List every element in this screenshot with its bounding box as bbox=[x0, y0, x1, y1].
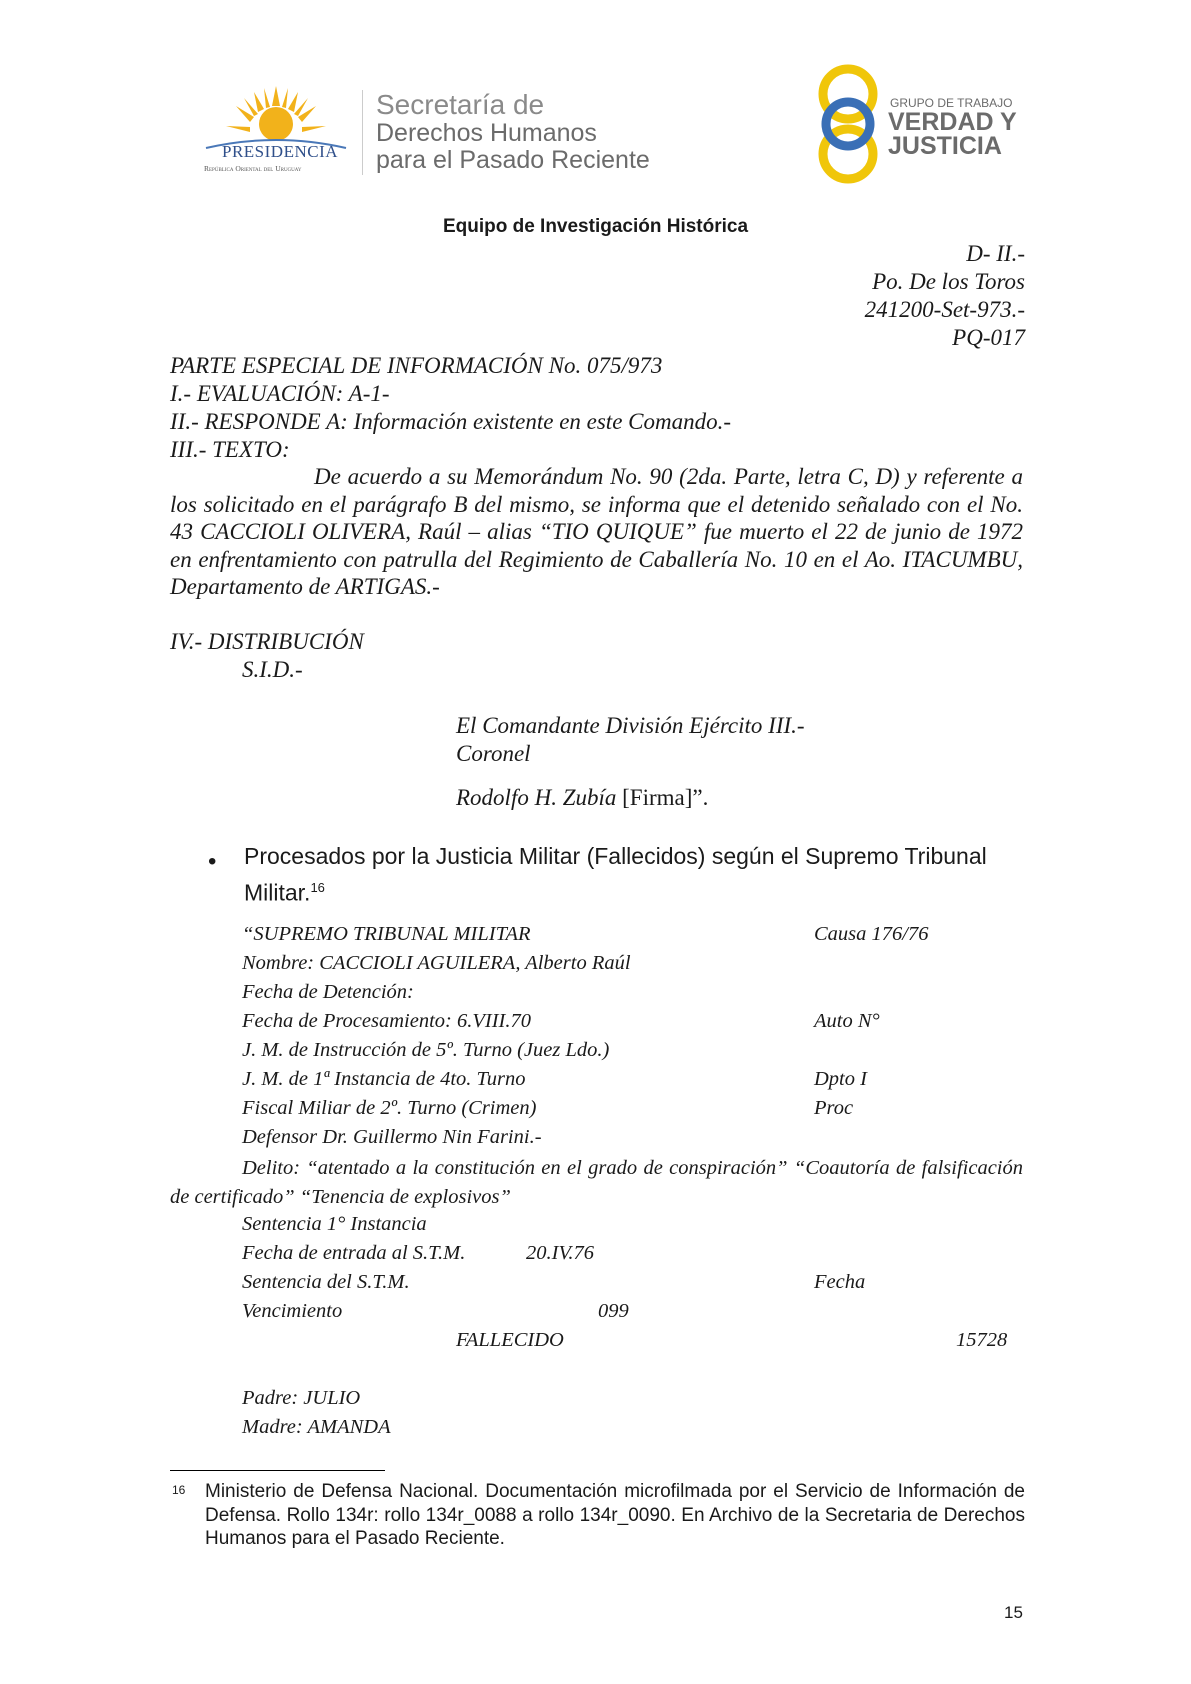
ref-line: 241200-Set-973.- bbox=[864, 297, 1025, 322]
record-fecha-entrada-value: 20.IV.76 bbox=[526, 1242, 594, 1264]
footnote-number: 16 bbox=[172, 1483, 186, 1497]
grupo-line-2: VERDAD Y bbox=[888, 108, 1017, 136]
record-vencimiento-value: 099 bbox=[598, 1300, 629, 1322]
record-fecha-procesamiento: Fecha de Procesamiento: 6.VIII.70 bbox=[242, 1010, 531, 1032]
record-number: 15728 bbox=[956, 1329, 1008, 1351]
record-jm-instancia: J. M. de 1ª Instancia de 4to. Turno bbox=[242, 1068, 526, 1090]
sid: S.I.D.- bbox=[242, 657, 303, 682]
logo-divider bbox=[362, 90, 363, 175]
record-title: “SUPREMO TRIBUNAL MILITAR bbox=[242, 923, 531, 945]
bullet-dot: • bbox=[208, 848, 217, 875]
ref-line: Po. De los Toros bbox=[872, 269, 1025, 294]
record-madre: Madre: AMANDA bbox=[242, 1416, 391, 1438]
parte-title: PARTE ESPECIAL DE INFORMACIÓN No. 075/973 bbox=[170, 353, 663, 378]
texto-body bbox=[170, 463, 1023, 601]
secretaria-line-3: para el Pasado Reciente bbox=[376, 146, 650, 174]
presidencia-logo bbox=[196, 82, 356, 177]
signature-firma: [Firma]”. bbox=[616, 785, 709, 810]
record-padre: Padre: JULIO bbox=[242, 1387, 361, 1409]
bullet-text-body: Procesados por la Justicia Militar (Fallecidos) según el Supremo Tribunal Militar. bbox=[244, 843, 987, 906]
texto-body-text: De acuerdo a su Memorándum No. 90 (2da. Parte, letra C, D) y referente a los solicitado en el parágrafo B del mismo, se informa que el detenido señalado con el No. 43 CACCIOLI OLIVERA, Raúl – alias “TIO QUIQUE” fue muerto el 22 de junio de 1972 en enfrentamiento con patrulla del Regimiento de Caballería No. 10 en el Ao. ITACUMBU, Departamento de ARTIGAS.- bbox=[170, 464, 1023, 599]
reference-block bbox=[865, 240, 1025, 352]
record-fiscal: Fiscal Miliar de 2º. Turno (Crimen) bbox=[242, 1097, 537, 1119]
responde: II.- RESPONDE A: Información existente en este Comando.- bbox=[170, 409, 732, 434]
record-auto: Auto N° bbox=[814, 1010, 880, 1032]
verdad-justicia-logo bbox=[812, 62, 1022, 187]
signature-title: El Comandante División Ejército III.- bbox=[456, 713, 805, 738]
record-fecha: Fecha bbox=[814, 1271, 866, 1293]
grupo-line-1: GRUPO DE TRABAJO bbox=[890, 96, 1013, 110]
doc-title: Equipo de Investigación Histórica bbox=[442, 216, 749, 237]
record-sentencia1: Sentencia 1° Instancia bbox=[242, 1213, 427, 1235]
record-proc: Proc bbox=[814, 1097, 854, 1119]
record-fallecido: FALLECIDO bbox=[456, 1329, 564, 1351]
bullet-text bbox=[244, 840, 1034, 909]
record-sentencia-stm: Sentencia del S.T.M. bbox=[242, 1271, 410, 1293]
record-vencimiento: Vencimiento bbox=[242, 1300, 343, 1322]
record-nombre: Nombre: CACCIOLI AGUILERA, Alberto Raúl bbox=[242, 952, 631, 974]
record-dpto: Dpto I bbox=[814, 1068, 867, 1090]
footnote-text: Ministerio de Defensa Nacional. Documentación microfilmada por el Servicio de Información de Defensa. Rollo 134r: rollo 134r_0088 a rollo 134r_0090. En Archivo de la Secretaria de Derechos Humanos para el Pasado Reciente. bbox=[205, 1481, 1025, 1549]
record-jm-instruccion: J. M. de Instrucción de 5º. Turno (Juez Ldo.) bbox=[242, 1039, 610, 1061]
record-fecha-entrada: Fecha de entrada al S.T.M. bbox=[242, 1242, 466, 1264]
ref-line: D- II.- bbox=[966, 241, 1025, 266]
page-number: 15 bbox=[1004, 1603, 1023, 1622]
signature-name-italic: Rodolfo H. Zubía bbox=[456, 785, 617, 810]
grupo-line-3: JUSTICIA bbox=[888, 132, 1002, 160]
distribucion: IV.- DISTRIBUCIÓN bbox=[170, 629, 364, 654]
footnote-rule bbox=[170, 1470, 385, 1471]
record-causa: Causa 176/76 bbox=[814, 923, 929, 945]
secretaria-line-1: Secretaría de bbox=[376, 89, 545, 120]
ref-line: PQ-017 bbox=[952, 325, 1025, 350]
secretaria-wordmark bbox=[376, 90, 650, 174]
presidencia-subtitle: República Oriental del Uruguay bbox=[204, 164, 302, 173]
record-defensor: Defensor Dr. Guillermo Nin Farini.- bbox=[242, 1126, 542, 1148]
record-delito bbox=[170, 1154, 1023, 1212]
linked-rings-icon bbox=[812, 62, 884, 186]
record-delito-text: Delito: “atentado a la constitución en el grado de conspiración” “Coautoría de falsificación de certificado” “Tenencia de explosivos” bbox=[170, 1157, 1023, 1208]
evaluacion: I.- EVALUACIÓN: A-1- bbox=[170, 381, 390, 406]
record-fecha-detencion: Fecha de Detención: bbox=[242, 981, 414, 1003]
signature-name bbox=[456, 784, 708, 811]
signature-rank: Coronel bbox=[456, 741, 531, 766]
presidencia-wordmark: PRESIDENCIA bbox=[222, 142, 339, 161]
texto-label: III.- TEXTO: bbox=[170, 437, 290, 462]
footnote-ref[interactable]: 16 bbox=[310, 880, 325, 895]
secretaria-line-2: Derechos Humanos bbox=[376, 119, 597, 147]
